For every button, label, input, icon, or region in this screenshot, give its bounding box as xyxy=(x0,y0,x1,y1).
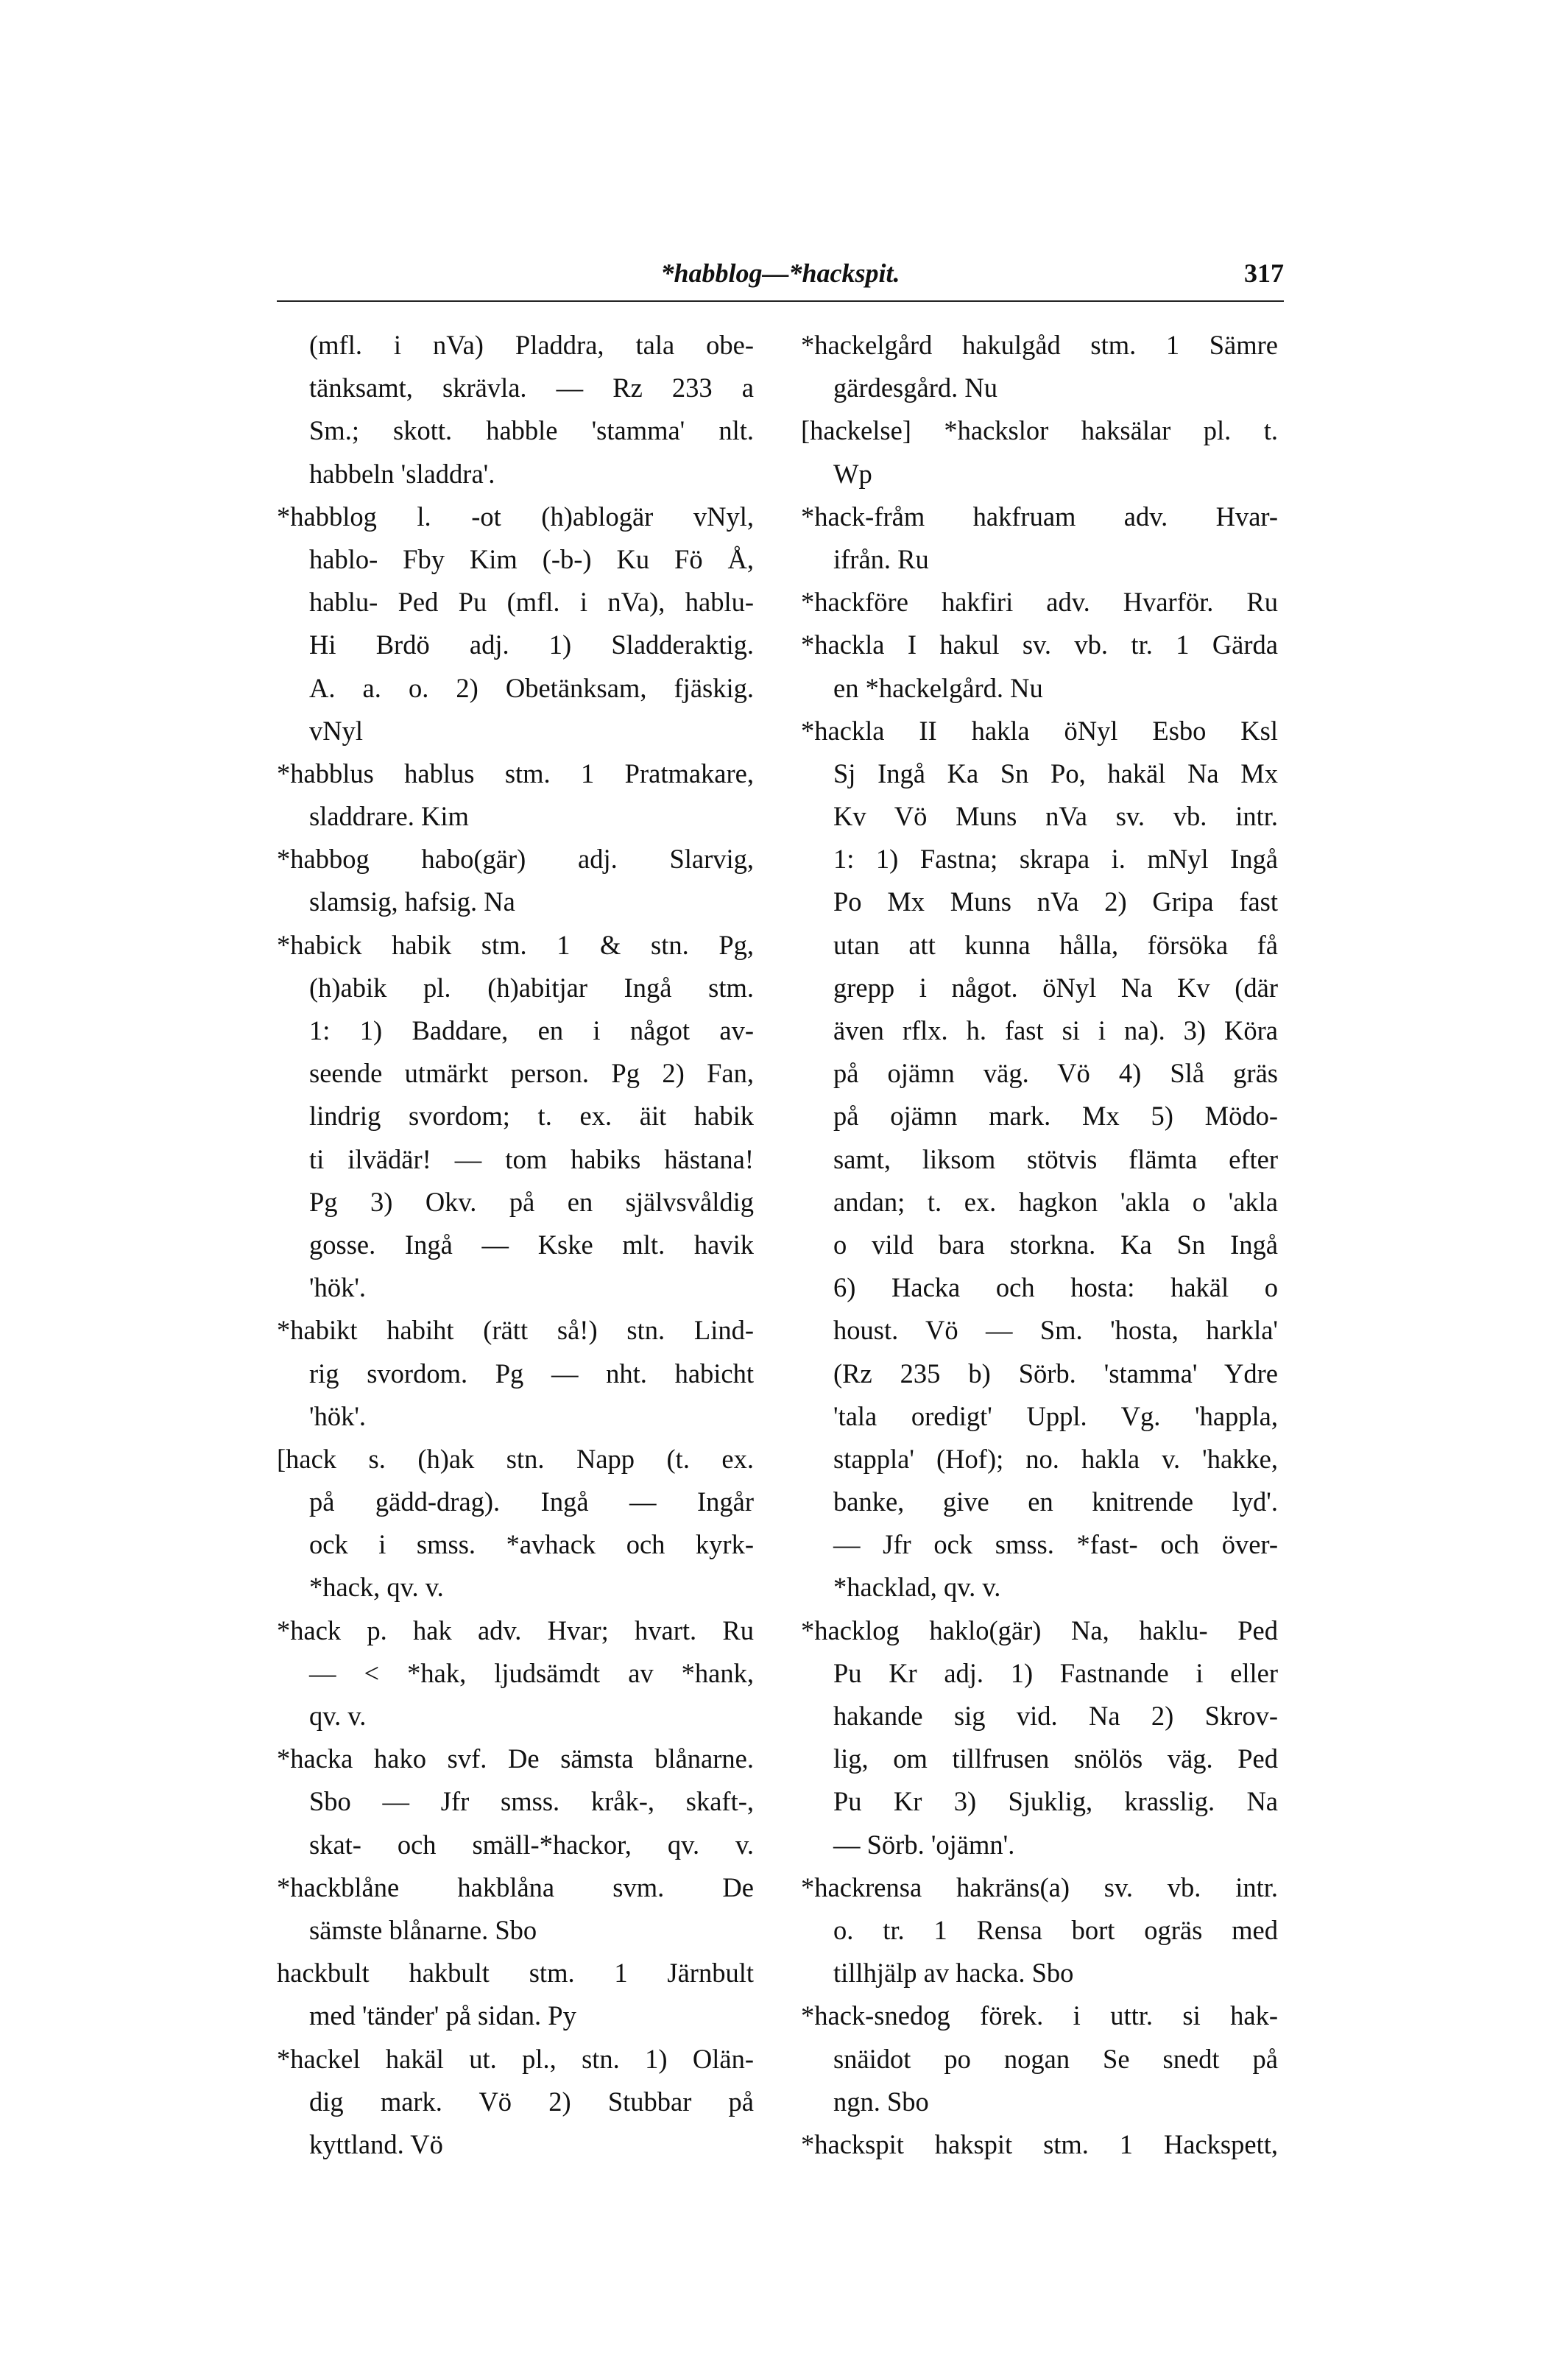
dictionary-line: (Rz 235 b) Sörb. 'stamma' Ydre xyxy=(833,1358,1278,1389)
dictionary-line: o. tr. 1 Rensa bort ogräs med xyxy=(833,1914,1278,1945)
dictionary-line: 1: 1) Baddare, en i något av- xyxy=(309,1015,754,1045)
dictionary-line: kyttland. Vö xyxy=(309,2128,443,2159)
dictionary-line: vNyl xyxy=(309,715,363,746)
dictionary-line: sämste blånarne. Sbo xyxy=(309,1914,537,1945)
dictionary-line: *hack-fråm hakfruam adv. Hvar- xyxy=(801,501,1278,532)
dictionary-line: 6) Hacka och hosta: hakäl o xyxy=(833,1272,1278,1303)
dictionary-line: ifrån. Ru xyxy=(833,543,929,574)
dictionary-line: ock i smss. *avhack och kyrk- xyxy=(309,1529,754,1560)
dictionary-line: *hack, qv. v. xyxy=(309,1572,444,1603)
dictionary-line: houst. Vö — Sm. 'hosta, harkla' xyxy=(833,1315,1278,1346)
dictionary-line: Sj Ingå Ka Sn Po, hakäl Na Mx xyxy=(833,758,1278,789)
dictionary-line: *hackföre hakfiri adv. Hvarför. Ru xyxy=(801,587,1278,618)
dictionary-line: 'tala oredigt' Uppl. Vg. 'happla, xyxy=(833,1400,1278,1431)
dictionary-line: *hackelgård hakulgåd stm. 1 Sämre xyxy=(801,330,1278,360)
dictionary-line: ti ilvädär! — tom habiks hästana! xyxy=(309,1143,754,1174)
dictionary-line: — < *hak, ljudsämdt av *hank, xyxy=(309,1657,754,1688)
dictionary-line: (mfl. i nVa) Pladdra, tala obe- xyxy=(309,330,754,360)
dictionary-line: på ojämn mark. Mx 5) Mödo- xyxy=(833,1101,1278,1132)
dictionary-line: *habblus hablus stm. 1 Pratmakare, xyxy=(277,758,754,789)
page-number: 317 xyxy=(1244,258,1284,288)
dictionary-line: utan att kunna hålla, försöka få xyxy=(833,929,1278,960)
dictionary-line: grepp i något. öNyl Na Kv (där xyxy=(833,972,1278,1003)
dictionary-line: habbeln 'sladdra'. xyxy=(309,458,495,489)
dictionary-line: *hack-snedog förek. i uttr. si hak- xyxy=(801,2000,1278,2031)
dictionary-line: — Sörb. 'ojämn'. xyxy=(833,1829,1015,1860)
dictionary-line: Sm.; skott. habble 'stamma' nlt. xyxy=(309,415,754,446)
dictionary-line: 'hök'. xyxy=(309,1272,367,1303)
dictionary-line: qv. v. xyxy=(309,1701,367,1731)
dictionary-line: tänksamt, skrävla. — Rz 233 a xyxy=(309,373,754,403)
dictionary-line: rig svordom. Pg — nht. habicht xyxy=(309,1358,754,1389)
dictionary-line: 1: 1) Fastna; skrapa i. mNyl Ingå xyxy=(833,844,1278,875)
dictionary-line: *hacklog haklo(gär) Na, haklu- Ped xyxy=(801,1615,1278,1645)
dictionary-line: skat- och smäll-*hackor, qv. v. xyxy=(309,1829,754,1860)
dictionary-line: sladdrare. Kim xyxy=(309,801,469,832)
dictionary-line: snäidot po nogan Se snedt på xyxy=(833,2043,1278,2074)
left-column xyxy=(277,324,754,2166)
dictionary-line: Kv Vö Muns nVa sv. vb. intr. xyxy=(833,801,1278,832)
dictionary-line: samt, liksom stötvis flämta efter xyxy=(833,1143,1278,1174)
dictionary-line: hablu- Ped Pu (mfl. i nVa), hablu- xyxy=(309,587,754,618)
dictionary-line: Wp xyxy=(833,458,872,489)
dictionary-line: lindrig svordom; t. ex. äit habik xyxy=(309,1101,754,1132)
dictionary-line: o vild bara storkna. Ka Sn Ingå xyxy=(833,1229,1278,1260)
dictionary-line: gärdesgård. Nu xyxy=(833,373,997,403)
dictionary-line: *hackla I hakul sv. vb. tr. 1 Gärda xyxy=(801,629,1278,660)
dictionary-line: [hackelse] *hackslor haksälar pl. t. xyxy=(801,415,1278,446)
dictionary-line: ngn. Sbo xyxy=(833,2086,929,2117)
dictionary-line: slamsig, hafsig. Na xyxy=(309,886,515,917)
dictionary-line: seende utmärkt person. Pg 2) Fan, xyxy=(309,1058,754,1089)
dictionary-line: — Jfr ock smss. *fast- och över- xyxy=(833,1529,1278,1560)
dictionary-line: *hackrensa hakräns(a) sv. vb. intr. xyxy=(801,1872,1278,1902)
dictionary-line: *hacklad, qv. v. xyxy=(833,1572,1001,1603)
dictionary-line: andan; t. ex. hagkon 'akla o 'akla xyxy=(833,1186,1278,1217)
dictionary-line: även rflx. h. fast si i na). 3) Köra xyxy=(833,1015,1278,1045)
header-rule xyxy=(277,300,1284,302)
dictionary-line: en *hackelgård. Nu xyxy=(833,672,1043,703)
dictionary-line: Hi Brdö adj. 1) Sladderaktig. xyxy=(309,629,754,660)
dictionary-line: *habick habik stm. 1 & stn. Pg, xyxy=(277,929,754,960)
dictionary-line: A. a. o. 2) Obetänksam, fjäskig. xyxy=(309,672,754,703)
dictionary-line: lig, om tillfrusen snölös väg. Ped xyxy=(833,1743,1278,1774)
dictionary-line: banke, give en knitrende lyd'. xyxy=(833,1486,1278,1517)
dictionary-line: *hacka hako svf. De sämsta blånarne. xyxy=(277,1743,754,1774)
dictionary-line: på ojämn väg. Vö 4) Slå gräs xyxy=(833,1058,1278,1089)
running-header xyxy=(277,258,1284,296)
dictionary-line: *hackblåne hakblåna svm. De xyxy=(277,1872,754,1902)
dictionary-line: *hackel hakäl ut. pl., stn. 1) Olän- xyxy=(277,2043,754,2074)
dictionary-line: *habblog l. -ot (h)ablogär vNyl, xyxy=(277,501,754,532)
dictionary-line: Sbo — Jfr smss. kråk-, skaft-, xyxy=(309,1786,754,1817)
dictionary-line: hakande sig vid. Na 2) Skrov- xyxy=(833,1701,1278,1731)
dictionary-line: 'hök'. xyxy=(309,1400,367,1431)
dictionary-line: Pu Kr adj. 1) Fastnande i eller xyxy=(833,1657,1278,1688)
dictionary-line: Po Mx Muns nVa 2) Gripa fast xyxy=(833,886,1278,917)
header-title: *habblog—*hackspit. xyxy=(660,258,900,288)
dictionary-line: stappla' (Hof); no. hakla v. 'hakke, xyxy=(833,1443,1278,1474)
dictionary-line: dig mark. Vö 2) Stubbar på xyxy=(309,2086,754,2117)
dictionary-line: Pg 3) Okv. på en självsvåldig xyxy=(309,1186,754,1217)
dictionary-line: tillhjälp av hacka. Sbo xyxy=(833,1958,1074,1989)
dictionary-line: hackbult hakbult stm. 1 Järnbult xyxy=(277,1958,754,1989)
dictionary-line: gosse. Ingå — Kske mlt. havik xyxy=(309,1229,754,1260)
dictionary-line: *hackla II hakla öNyl Esbo Ksl xyxy=(801,715,1278,746)
dictionary-line: *hackspit hakspit stm. 1 Hackspett, xyxy=(801,2128,1278,2159)
dictionary-line: *habbog habo(gär) adj. Slarvig, xyxy=(277,844,754,875)
dictionary-line: på gädd-drag). Ingå — Ingår xyxy=(309,1486,754,1517)
dictionary-line: Pu Kr 3) Sjuklig, krasslig. Na xyxy=(833,1786,1278,1817)
dictionary-line: med 'tänder' på sidan. Py xyxy=(309,2000,576,2031)
dictionary-line: [hack s. (h)ak stn. Napp (t. ex. xyxy=(277,1443,754,1474)
dictionary-line: hablo- Fby Kim (-b-) Ku Fö Å, xyxy=(309,543,754,574)
right-column xyxy=(801,324,1278,2166)
dictionary-line: *hack p. hak adv. Hvar; hvart. Ru xyxy=(277,1615,754,1645)
dictionary-line: (h)abik pl. (h)abitjar Ingå stm. xyxy=(309,972,754,1003)
dictionary-line: *habikt habiht (rätt så!) stn. Lind- xyxy=(277,1315,754,1346)
